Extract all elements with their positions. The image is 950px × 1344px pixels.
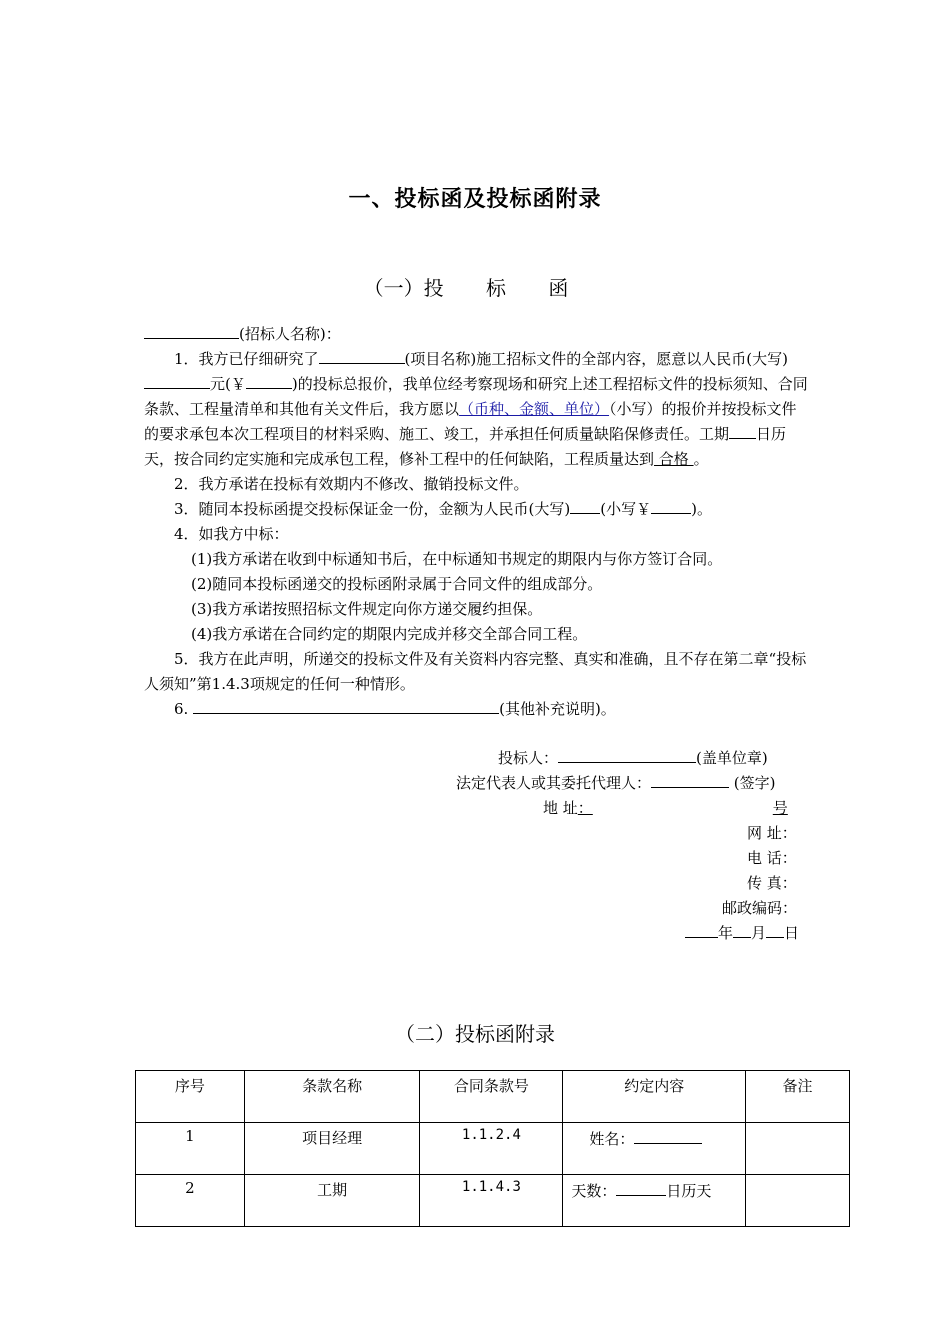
recipient-blank bbox=[144, 322, 239, 339]
p1-text-c: 元(￥ bbox=[210, 375, 246, 393]
p1-text-d: )的投标总报价，我单位经考察现场和研究上述工程招标文件的投标须知、合同条款、工程量清单和其他有关文件后，我方愿以 bbox=[144, 375, 808, 418]
p3-text-b: (小写￥ bbox=[600, 500, 652, 518]
page-title: 一、投标函及投标函附录 bbox=[348, 187, 602, 212]
row-remarks bbox=[746, 1123, 850, 1175]
paragraph-4-2: (2)随同本投标函递交的投标函附录属于合同文件的组成部分。 bbox=[191, 575, 603, 593]
header-agreed-content: 约定内容 bbox=[563, 1071, 746, 1123]
currency-amount-unit-link[interactable]: （币种、金额、单位） bbox=[459, 400, 610, 418]
address-label: 地 址 bbox=[543, 799, 578, 817]
row-remarks bbox=[746, 1175, 850, 1227]
address-suffix: 号 bbox=[772, 799, 788, 817]
content-label: 姓名： bbox=[589, 1130, 635, 1148]
row-agreed-content bbox=[563, 1175, 746, 1227]
bidder-label: 投标人： bbox=[498, 749, 559, 767]
bond-lowercase-blank bbox=[651, 497, 691, 514]
month-blank bbox=[733, 921, 751, 938]
representative-blank bbox=[651, 771, 729, 788]
bond-uppercase-blank bbox=[570, 497, 600, 514]
month-label: 月 bbox=[751, 924, 767, 942]
project-name-blank bbox=[319, 347, 405, 364]
p1-text-f: 日历天，按合同约定实施和完成承包工程，修补工程中的任何缺陷，工程质量达到 bbox=[144, 425, 787, 468]
section-heading-prefix: （一） bbox=[363, 276, 424, 300]
row-clause-name: 项目经理 bbox=[244, 1123, 420, 1175]
quality-standard-value: 合格 bbox=[654, 450, 694, 468]
other-notes-blank bbox=[193, 697, 499, 714]
bidder-blank bbox=[558, 746, 696, 763]
section-heading-appendix: （二）投标函附录 bbox=[395, 1022, 555, 1046]
p6-text: (其他补充说明)。 bbox=[499, 700, 616, 718]
content-suffix: 日历天 bbox=[666, 1182, 712, 1200]
paragraph-2: 2．我方承诺在投标有效期内不修改、撤销投标文件。 bbox=[174, 475, 529, 493]
days-blank bbox=[616, 1179, 666, 1196]
table-row bbox=[136, 1175, 850, 1227]
p1-text-a: 1．我方已仔细研究了 bbox=[174, 350, 319, 368]
day-blank bbox=[766, 921, 784, 938]
p6-number: 6. bbox=[174, 700, 189, 718]
paragraph-6 bbox=[144, 697, 808, 722]
recipient-suffix: (招标人名称)： bbox=[239, 325, 341, 343]
signature-block bbox=[144, 746, 808, 946]
p1-text-e: （小写）的报价并按投标文件的要求承包本次工程项目的材料采购、施工、竣工，并承担任何质量缺陷保修责任。工期 bbox=[144, 400, 797, 443]
paragraph-4: 4．如我方中标： bbox=[174, 525, 289, 543]
content-label: 天数： bbox=[571, 1182, 617, 1200]
year-label: 年 bbox=[718, 924, 734, 942]
table-header-row bbox=[136, 1071, 850, 1123]
bidder-line bbox=[144, 746, 808, 771]
header-clause-name: 条款名称 bbox=[244, 1071, 420, 1123]
p3-text-a: 3．随同本投标函提交投标保证金一份，金额为人民币(大写) bbox=[174, 500, 571, 518]
paragraph-4-1: (1)我方承诺在收到中标通知书后，在中标通知书规定的期限内与你方签订合同。 bbox=[191, 550, 723, 568]
row-no: 1 bbox=[136, 1123, 245, 1175]
paragraph-1 bbox=[144, 347, 808, 472]
year-blank bbox=[685, 921, 718, 938]
table-row bbox=[136, 1123, 850, 1175]
header-clause-number: 合同条款号 bbox=[420, 1071, 563, 1123]
representative-line bbox=[144, 771, 808, 796]
address-line bbox=[144, 796, 808, 821]
manager-name-blank bbox=[634, 1127, 702, 1144]
address-blank: ： 号 bbox=[577, 799, 788, 817]
bid-letter-body bbox=[144, 322, 808, 722]
phone-line: 电 话： bbox=[747, 849, 797, 867]
paragraph-3 bbox=[144, 497, 808, 522]
appendix-table bbox=[135, 1070, 850, 1227]
row-clause-number: 1.1.2.4 bbox=[420, 1123, 563, 1175]
row-no: 2 bbox=[136, 1175, 245, 1227]
date-line bbox=[144, 921, 808, 946]
paragraph-4-3: (3)我方承诺按照招标文件规定向你方递交履约担保。 bbox=[191, 600, 543, 618]
p1-text-b: (项目名称)施工招标文件的全部内容，愿意以人民币(大写) bbox=[404, 350, 788, 368]
p3-text-c: )。 bbox=[691, 500, 712, 518]
section-heading-main: 投 标 函 bbox=[423, 276, 587, 300]
representative-label: 法定代表人或其委托代理人： bbox=[456, 774, 652, 792]
p1-end: 。 bbox=[693, 450, 709, 468]
header-remarks: 备注 bbox=[746, 1071, 850, 1123]
row-agreed-content bbox=[563, 1123, 746, 1175]
row-clause-name: 工期 bbox=[244, 1175, 420, 1227]
amount-lowercase-blank bbox=[246, 372, 292, 389]
paragraph-4-4: (4)我方承诺在合同约定的期限内完成并移交全部合同工程。 bbox=[191, 625, 588, 643]
zipcode-line: 邮政编码： bbox=[722, 899, 798, 917]
fax-line: 传 真： bbox=[747, 874, 797, 892]
recipient-line bbox=[144, 322, 808, 347]
representative-note: (签字) bbox=[733, 774, 776, 792]
duration-days-blank bbox=[729, 422, 756, 439]
website-line: 网 址： bbox=[747, 824, 797, 842]
bidder-note: (盖单位章) bbox=[696, 749, 768, 767]
section-heading-bid-letter bbox=[0, 272, 950, 301]
amount-uppercase-blank bbox=[144, 372, 210, 389]
header-no: 序号 bbox=[136, 1071, 245, 1123]
row-clause-number: 1.1.4.3 bbox=[420, 1175, 563, 1227]
paragraph-5: 5．我方在此声明，所递交的投标文件及有关资料内容完整、真实和准确，且不存在第二章“投标人须知”第1.4.3项规定的任何一种情形。 bbox=[144, 650, 807, 693]
day-label: 日 bbox=[784, 924, 800, 942]
